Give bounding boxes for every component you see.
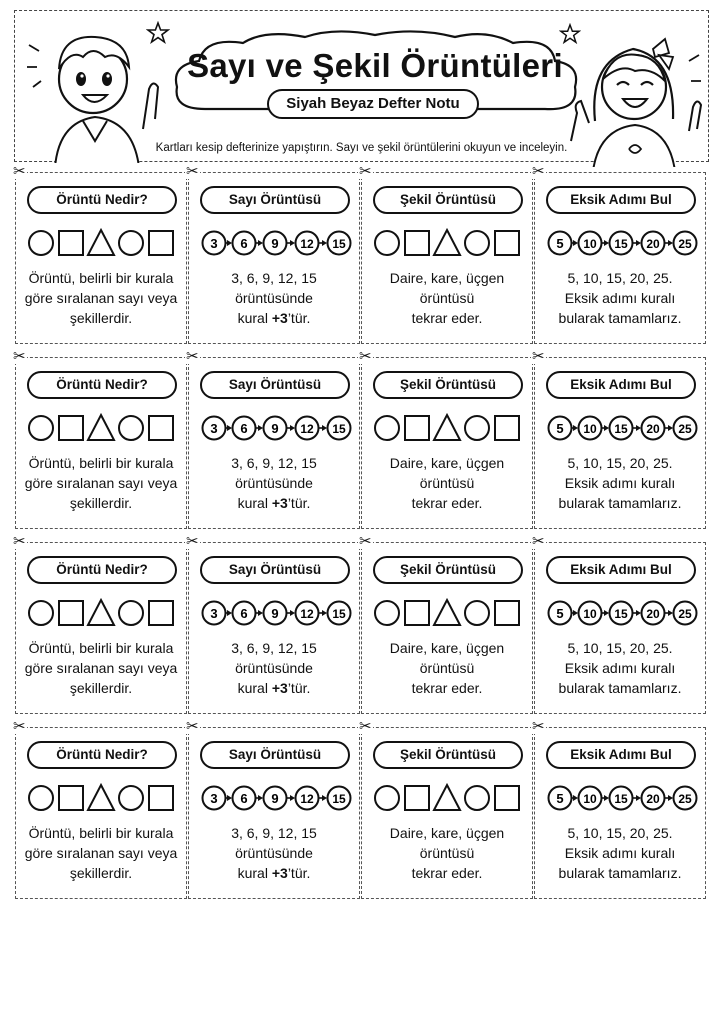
card-text-line: şekillerdir. — [69, 310, 133, 326]
arrow-head-icon — [636, 240, 641, 246]
triangle-shape — [88, 415, 114, 440]
scissors-icon: ✂ — [186, 533, 199, 550]
card-text — [366, 268, 528, 328]
number-label: 25 — [678, 607, 692, 621]
card-text-line: kural +3’tür. — [237, 495, 311, 511]
arrow-head-icon — [668, 610, 673, 616]
square-shape — [495, 601, 519, 625]
number-label: 12 — [300, 237, 314, 251]
card-text-line: Daire, kare, üçgen — [389, 825, 505, 841]
number-label: 5 — [556, 606, 564, 621]
card-text-line: örüntüsü — [419, 845, 475, 861]
scissors-icon: ✂ — [13, 163, 26, 180]
card-text — [539, 268, 701, 328]
shape-sequence — [362, 596, 534, 630]
card-text-line: tekrar eder. — [411, 680, 483, 696]
shape-sequence — [362, 226, 534, 260]
number-label: 3 — [210, 236, 218, 251]
card-text-line: 5, 10, 15, 20, 25. — [567, 270, 673, 286]
arrow-head-icon — [636, 425, 641, 431]
number-label: 9 — [271, 236, 279, 251]
scissors-icon: ✂ — [13, 533, 26, 550]
card-text — [366, 638, 528, 698]
card-text-line: kural +3’tür. — [237, 310, 311, 326]
arrow-head-icon — [573, 795, 578, 801]
cutout-card — [13, 718, 187, 899]
circle-shape — [465, 231, 489, 255]
card-text-line: örüntüsü — [419, 660, 475, 676]
circle-shape — [29, 786, 53, 810]
number-sequence — [535, 596, 707, 630]
card-text — [20, 453, 182, 513]
circle-shape — [29, 416, 53, 440]
card-title: Sayı Örüntüsü — [200, 741, 350, 769]
cutout-card — [13, 533, 187, 714]
arrow-head-icon — [290, 610, 295, 616]
card-visual — [16, 411, 188, 445]
circle-shape — [465, 601, 489, 625]
arrow-head-icon — [636, 610, 641, 616]
card-title: Şekil Örüntüsü — [373, 556, 523, 584]
scissors-icon: ✂ — [532, 163, 545, 180]
scissors-icon: ✂ — [359, 718, 372, 735]
card-text-line: tekrar eder. — [411, 865, 483, 881]
number-label: 20 — [646, 607, 660, 621]
scissors-icon: ✂ — [359, 163, 372, 180]
scissors-icon: ✂ — [359, 533, 372, 550]
card-text-line: 5, 10, 15, 20, 25. — [567, 825, 673, 841]
number-label: 10 — [583, 237, 597, 251]
number-label: 10 — [583, 607, 597, 621]
card-text-line: göre sıralanan sayı veya — [24, 845, 178, 861]
triangle-shape — [434, 785, 460, 810]
card-text — [539, 453, 701, 513]
square-shape — [59, 601, 83, 625]
scissors-icon: ✂ — [13, 718, 26, 735]
cutout-card — [532, 163, 706, 344]
circle-shape — [375, 786, 399, 810]
card-text-line: bularak tamamlarız. — [558, 865, 682, 881]
square-shape — [149, 231, 173, 255]
shape-sequence — [362, 781, 534, 815]
arrow-head-icon — [573, 240, 578, 246]
card-text-line: Eksik adımı kuralı — [564, 475, 676, 491]
circle-shape — [119, 786, 143, 810]
number-label: 25 — [678, 422, 692, 436]
arrow-head-icon — [636, 795, 641, 801]
card-text-line: Daire, kare, üçgen — [389, 455, 505, 471]
number-sequence — [189, 781, 361, 815]
number-sequence — [535, 411, 707, 445]
triangle-shape — [434, 415, 460, 440]
arrow-head-icon — [322, 425, 327, 431]
arrow-head-icon — [322, 610, 327, 616]
cutout-card — [359, 348, 533, 529]
card-text — [193, 453, 355, 513]
arrow-head-icon — [322, 795, 327, 801]
circle-shape — [29, 601, 53, 625]
circle-shape — [465, 786, 489, 810]
number-label: 12 — [300, 422, 314, 436]
circle-shape — [119, 601, 143, 625]
number-sequence — [189, 411, 361, 445]
number-label: 6 — [240, 236, 248, 251]
card-title: Sayı Örüntüsü — [200, 186, 350, 214]
number-label: 5 — [556, 236, 564, 251]
square-shape — [59, 231, 83, 255]
card-text-line: bularak tamamlarız. — [558, 495, 682, 511]
number-sequence — [189, 226, 361, 260]
number-label: 25 — [678, 237, 692, 251]
triangle-shape — [434, 230, 460, 255]
arrow-head-icon — [604, 240, 609, 246]
scissors-icon: ✂ — [532, 718, 545, 735]
number-label: 15 — [332, 237, 346, 251]
card-text — [539, 638, 701, 698]
card-visual — [535, 226, 707, 260]
cutout-card — [359, 163, 533, 344]
card-visual — [189, 411, 361, 445]
card-visual — [362, 411, 534, 445]
rule-highlight: +3 — [271, 680, 288, 696]
shape-sequence — [16, 411, 188, 445]
cutout-card — [186, 533, 360, 714]
card-title: Örüntü Nedir? — [27, 741, 177, 769]
card-text-line: Örüntü, belirli bir kurala — [28, 640, 174, 656]
circle-shape — [119, 231, 143, 255]
arrow-head-icon — [604, 610, 609, 616]
card-text-line: örüntüsü — [419, 290, 475, 306]
card-text-line: örüntüsünde — [235, 475, 313, 491]
number-sequence — [189, 596, 361, 630]
card-title: Örüntü Nedir? — [27, 186, 177, 214]
card-visual — [362, 226, 534, 260]
arrow-head-icon — [668, 795, 673, 801]
scissors-icon: ✂ — [359, 348, 372, 365]
square-shape — [405, 231, 429, 255]
scissors-icon: ✂ — [532, 348, 545, 365]
instruction-text: Kartları kesip defterinize yapıştırın. Sayı ve şekil örüntülerini okuyun ve inceleyin. — [155, 142, 568, 154]
scissors-icon: ✂ — [186, 718, 199, 735]
card-text-line: Eksik adımı kuralı — [564, 660, 676, 676]
card-text-line: Daire, kare, üçgen — [389, 640, 505, 656]
number-label: 15 — [614, 422, 628, 436]
arrow-head-icon — [258, 610, 263, 616]
circle-shape — [465, 416, 489, 440]
number-label: 9 — [271, 421, 279, 436]
number-label: 9 — [271, 606, 279, 621]
triangle-shape — [434, 600, 460, 625]
number-label: 15 — [614, 792, 628, 806]
card-text-line: 3, 6, 9, 12, 15 — [231, 455, 317, 471]
number-sequence — [535, 226, 707, 260]
card-title: Şekil Örüntüsü — [373, 371, 523, 399]
cutout-card — [186, 718, 360, 899]
arrow-head-icon — [322, 240, 327, 246]
cutout-card — [186, 348, 360, 529]
arrow-head-icon — [573, 610, 578, 616]
card-text-line: kural +3’tür. — [237, 865, 311, 881]
arrow-head-icon — [258, 425, 263, 431]
card-title: Şekil Örüntüsü — [373, 186, 523, 214]
card-text-line: bularak tamamlarız. — [558, 310, 682, 326]
number-label: 15 — [614, 237, 628, 251]
card-text — [539, 823, 701, 883]
number-label: 15 — [332, 607, 346, 621]
rule-highlight: +3 — [271, 310, 288, 326]
number-label: 9 — [271, 791, 279, 806]
arrow-head-icon — [227, 610, 232, 616]
card-title: Eksik Adımı Bul — [546, 741, 696, 769]
square-shape — [405, 601, 429, 625]
header-panel — [14, 10, 709, 162]
square-shape — [405, 416, 429, 440]
card-text-line: örüntüsünde — [235, 290, 313, 306]
number-label: 3 — [210, 606, 218, 621]
number-label: 15 — [614, 607, 628, 621]
shape-sequence — [16, 596, 188, 630]
arrow-head-icon — [290, 240, 295, 246]
scissors-icon: ✂ — [186, 163, 199, 180]
card-text — [366, 823, 528, 883]
circle-shape — [375, 231, 399, 255]
square-shape — [405, 786, 429, 810]
number-label: 20 — [646, 422, 660, 436]
arrow-head-icon — [604, 425, 609, 431]
card-text-line: Örüntü, belirli bir kurala — [28, 825, 174, 841]
card-text-line: 3, 6, 9, 12, 15 — [231, 640, 317, 656]
square-shape — [59, 786, 83, 810]
number-label: 5 — [556, 791, 564, 806]
arrow-head-icon — [668, 425, 673, 431]
card-text-line: Daire, kare, üçgen — [389, 270, 505, 286]
card-visual — [189, 226, 361, 260]
arrow-head-icon — [258, 240, 263, 246]
card-text-line: Eksik adımı kuralı — [564, 845, 676, 861]
card-visual — [16, 781, 188, 815]
arrow-head-icon — [604, 795, 609, 801]
circle-shape — [375, 416, 399, 440]
card-title: Eksik Adımı Bul — [546, 556, 696, 584]
card-visual — [189, 596, 361, 630]
number-sequence — [535, 781, 707, 815]
number-label: 20 — [646, 792, 660, 806]
card-text — [193, 638, 355, 698]
shape-sequence — [362, 411, 534, 445]
card-title: Örüntü Nedir? — [27, 371, 177, 399]
card-text — [20, 638, 182, 698]
card-visual — [535, 596, 707, 630]
card-text — [193, 823, 355, 883]
card-visual — [535, 781, 707, 815]
arrow-head-icon — [227, 795, 232, 801]
cutout-card — [359, 533, 533, 714]
card-text-line: 3, 6, 9, 12, 15 — [231, 270, 317, 286]
card-text-line: şekillerdir. — [69, 495, 133, 511]
circle-shape — [29, 231, 53, 255]
square-shape — [495, 416, 519, 440]
arrow-head-icon — [227, 240, 232, 246]
square-shape — [495, 786, 519, 810]
card-text — [193, 268, 355, 328]
card-text-line: örüntüsünde — [235, 660, 313, 676]
card-title: Sayı Örüntüsü — [200, 371, 350, 399]
card-text-line: göre sıralanan sayı veya — [24, 660, 178, 676]
card-text-line: tekrar eder. — [411, 310, 483, 326]
cutout-card — [186, 163, 360, 344]
arrow-head-icon — [290, 795, 295, 801]
square-shape — [59, 416, 83, 440]
card-title: Eksik Adımı Bul — [546, 371, 696, 399]
shape-sequence — [16, 226, 188, 260]
arrow-head-icon — [290, 425, 295, 431]
number-label: 15 — [332, 422, 346, 436]
card-text-line: Örüntü, belirli bir kurala — [28, 270, 174, 286]
card-text-line: kural +3’tür. — [237, 680, 311, 696]
number-label: 10 — [583, 422, 597, 436]
shape-sequence — [16, 781, 188, 815]
card-text-line: tekrar eder. — [411, 495, 483, 511]
number-label: 6 — [240, 791, 248, 806]
circle-shape — [375, 601, 399, 625]
page-title: Sayı ve Şekil Örüntüleri — [187, 47, 563, 84]
arrow-head-icon — [573, 425, 578, 431]
card-text-line: göre sıralanan sayı veya — [24, 475, 178, 491]
card-text-line: Eksik adımı kuralı — [564, 290, 676, 306]
page-subtitle: Siyah Beyaz Defter Notu — [267, 89, 479, 119]
card-text-line: göre sıralanan sayı veya — [24, 290, 178, 306]
card-visual — [189, 781, 361, 815]
arrow-head-icon — [227, 425, 232, 431]
card-title: Örüntü Nedir? — [27, 556, 177, 584]
card-text-line: 3, 6, 9, 12, 15 — [231, 825, 317, 841]
card-visual — [535, 411, 707, 445]
square-shape — [149, 786, 173, 810]
card-visual — [362, 596, 534, 630]
arrow-head-icon — [668, 240, 673, 246]
scissors-icon: ✂ — [186, 348, 199, 365]
number-label: 6 — [240, 606, 248, 621]
triangle-shape — [88, 785, 114, 810]
number-label: 3 — [210, 791, 218, 806]
rule-highlight: +3 — [271, 495, 288, 511]
card-visual — [16, 226, 188, 260]
number-label: 12 — [300, 792, 314, 806]
card-text-line: bularak tamamlarız. — [558, 680, 682, 696]
arrow-head-icon — [258, 795, 263, 801]
triangle-shape — [88, 600, 114, 625]
card-text-line: 5, 10, 15, 20, 25. — [567, 640, 673, 656]
cutout-card — [359, 718, 533, 899]
number-label: 6 — [240, 421, 248, 436]
square-shape — [149, 601, 173, 625]
cutout-card — [13, 163, 187, 344]
card-title: Sayı Örüntüsü — [200, 556, 350, 584]
number-label: 10 — [583, 792, 597, 806]
number-label: 5 — [556, 421, 564, 436]
card-visual — [362, 781, 534, 815]
square-shape — [495, 231, 519, 255]
card-title: Eksik Adımı Bul — [546, 186, 696, 214]
card-visual — [16, 596, 188, 630]
card-text — [20, 823, 182, 883]
cutout-card — [532, 718, 706, 899]
card-text-line: şekillerdir. — [69, 865, 133, 881]
rule-highlight: +3 — [271, 865, 288, 881]
card-text — [20, 268, 182, 328]
number-label: 12 — [300, 607, 314, 621]
triangle-shape — [88, 230, 114, 255]
number-label: 20 — [646, 237, 660, 251]
square-shape — [149, 416, 173, 440]
number-label: 15 — [332, 792, 346, 806]
card-title: Şekil Örüntüsü — [373, 741, 523, 769]
card-text-line: örüntüsünde — [235, 845, 313, 861]
card-text-line: şekillerdir. — [69, 680, 133, 696]
cutout-card — [532, 348, 706, 529]
number-label: 3 — [210, 421, 218, 436]
cutout-card — [532, 533, 706, 714]
scissors-icon: ✂ — [13, 348, 26, 365]
scissors-icon: ✂ — [532, 533, 545, 550]
card-text-line: örüntüsü — [419, 475, 475, 491]
card-text-line: Örüntü, belirli bir kurala — [28, 455, 174, 471]
number-label: 25 — [678, 792, 692, 806]
circle-shape — [119, 416, 143, 440]
card-text-line: 5, 10, 15, 20, 25. — [567, 455, 673, 471]
card-text — [366, 453, 528, 513]
cutout-card — [13, 348, 187, 529]
